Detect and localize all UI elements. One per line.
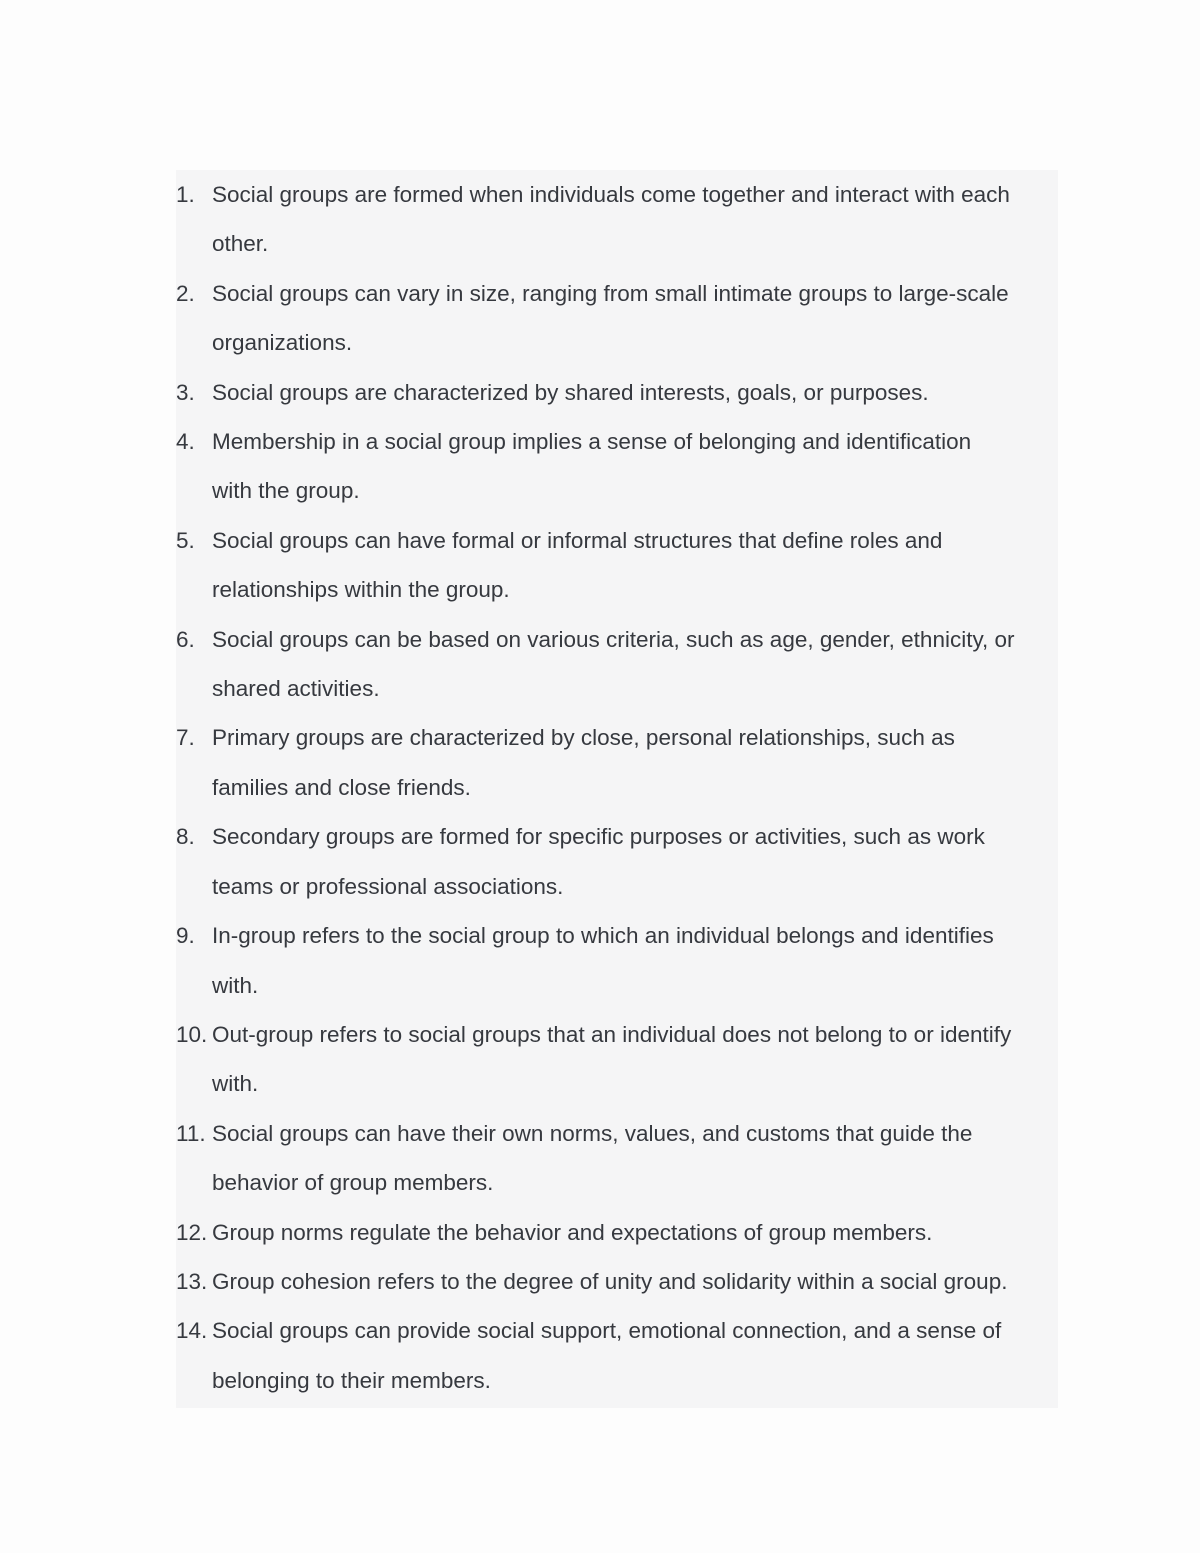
list-item <box>176 368 1058 417</box>
list-item <box>176 1306 1058 1405</box>
list-item-text: Social groups are characterized by shared interests, goals, or purposes. <box>212 379 929 405</box>
list-item <box>176 1010 1058 1109</box>
list-item-number: 13. <box>176 1268 208 1294</box>
list-item-number: 10. <box>176 1021 208 1047</box>
list-item-text: Group cohesion refers to the degree of unity and solidarity within a social group. <box>212 1268 1008 1294</box>
list-item-number: 9. <box>176 923 195 949</box>
list-item-number: 12. <box>176 1219 208 1245</box>
list-item-number: 5. <box>176 527 195 553</box>
list-item <box>176 170 1058 269</box>
list-item-text: Group norms regulate the behavior and expectations of group members. <box>212 1219 933 1245</box>
list-item <box>176 812 1058 911</box>
list-item <box>176 516 1058 615</box>
list-item-text: teams or professional associations. <box>212 873 564 899</box>
list-item-text: Membership in a social group implies a sense of belonging and identification <box>212 429 972 455</box>
list-item <box>176 417 1058 516</box>
list-item-text: Social groups can vary in size, ranging from small intimate groups to large-scale <box>212 280 1009 306</box>
list-item-number: 8. <box>176 824 195 850</box>
list-item <box>176 1109 1058 1208</box>
list-item <box>176 1208 1058 1257</box>
list-item-text: Secondary groups are formed for specific purposes or activities, such as work <box>212 824 985 850</box>
list-item-text: Social groups can have formal or informal structures that define roles and <box>212 527 943 553</box>
list-item <box>176 615 1058 714</box>
list-item-text: belonging to their members. <box>212 1367 491 1393</box>
list-item-text: families and close friends. <box>212 774 471 800</box>
list-item-text: Social groups can be based on various criteria, such as age, gender, ethnicity, or <box>212 626 1015 652</box>
list-item-text: with the group. <box>212 478 360 504</box>
list-item-number: 3. <box>176 379 195 405</box>
list-item-number: 2. <box>176 280 195 306</box>
list-item-number: 6. <box>176 626 195 652</box>
list-item <box>176 1257 1058 1306</box>
list-item-text: Social groups are formed when individuals come together and interact with each <box>212 182 1010 207</box>
list-item-text: other. <box>212 231 269 257</box>
list-item <box>176 269 1058 368</box>
list-item-text: Out-group refers to social groups that an individual does not belong to or identify <box>212 1021 1012 1047</box>
list-item-number: 14. <box>176 1318 208 1344</box>
numbered-list <box>176 170 1058 1405</box>
list-item-text: organizations. <box>212 330 353 356</box>
list-item-number: 1. <box>176 182 195 207</box>
list-item-text: In-group refers to the social group to which an individual belongs and identifies <box>212 923 994 949</box>
list-item-text: with. <box>212 1071 259 1097</box>
list-item-text: Primary groups are characterized by close, personal relationships, such as <box>212 725 955 751</box>
list-item-text: with. <box>212 972 259 998</box>
list-item-text: Social groups can have their own norms, values, and customs that guide the <box>212 1120 973 1146</box>
list-item-number: 7. <box>176 725 195 751</box>
list-item-number: 4. <box>176 429 195 455</box>
list-item <box>176 713 1058 812</box>
list-item-text: Social groups can provide social support, emotional connection, and a sense of <box>212 1318 1002 1344</box>
list-item-number: 11. <box>176 1120 206 1146</box>
list-item-text: relationships within the group. <box>212 577 510 603</box>
list-item-text: shared activities. <box>212 676 380 702</box>
list-item <box>176 911 1058 1010</box>
list-item-text: behavior of group members. <box>212 1170 494 1196</box>
content-box <box>176 170 1058 1408</box>
